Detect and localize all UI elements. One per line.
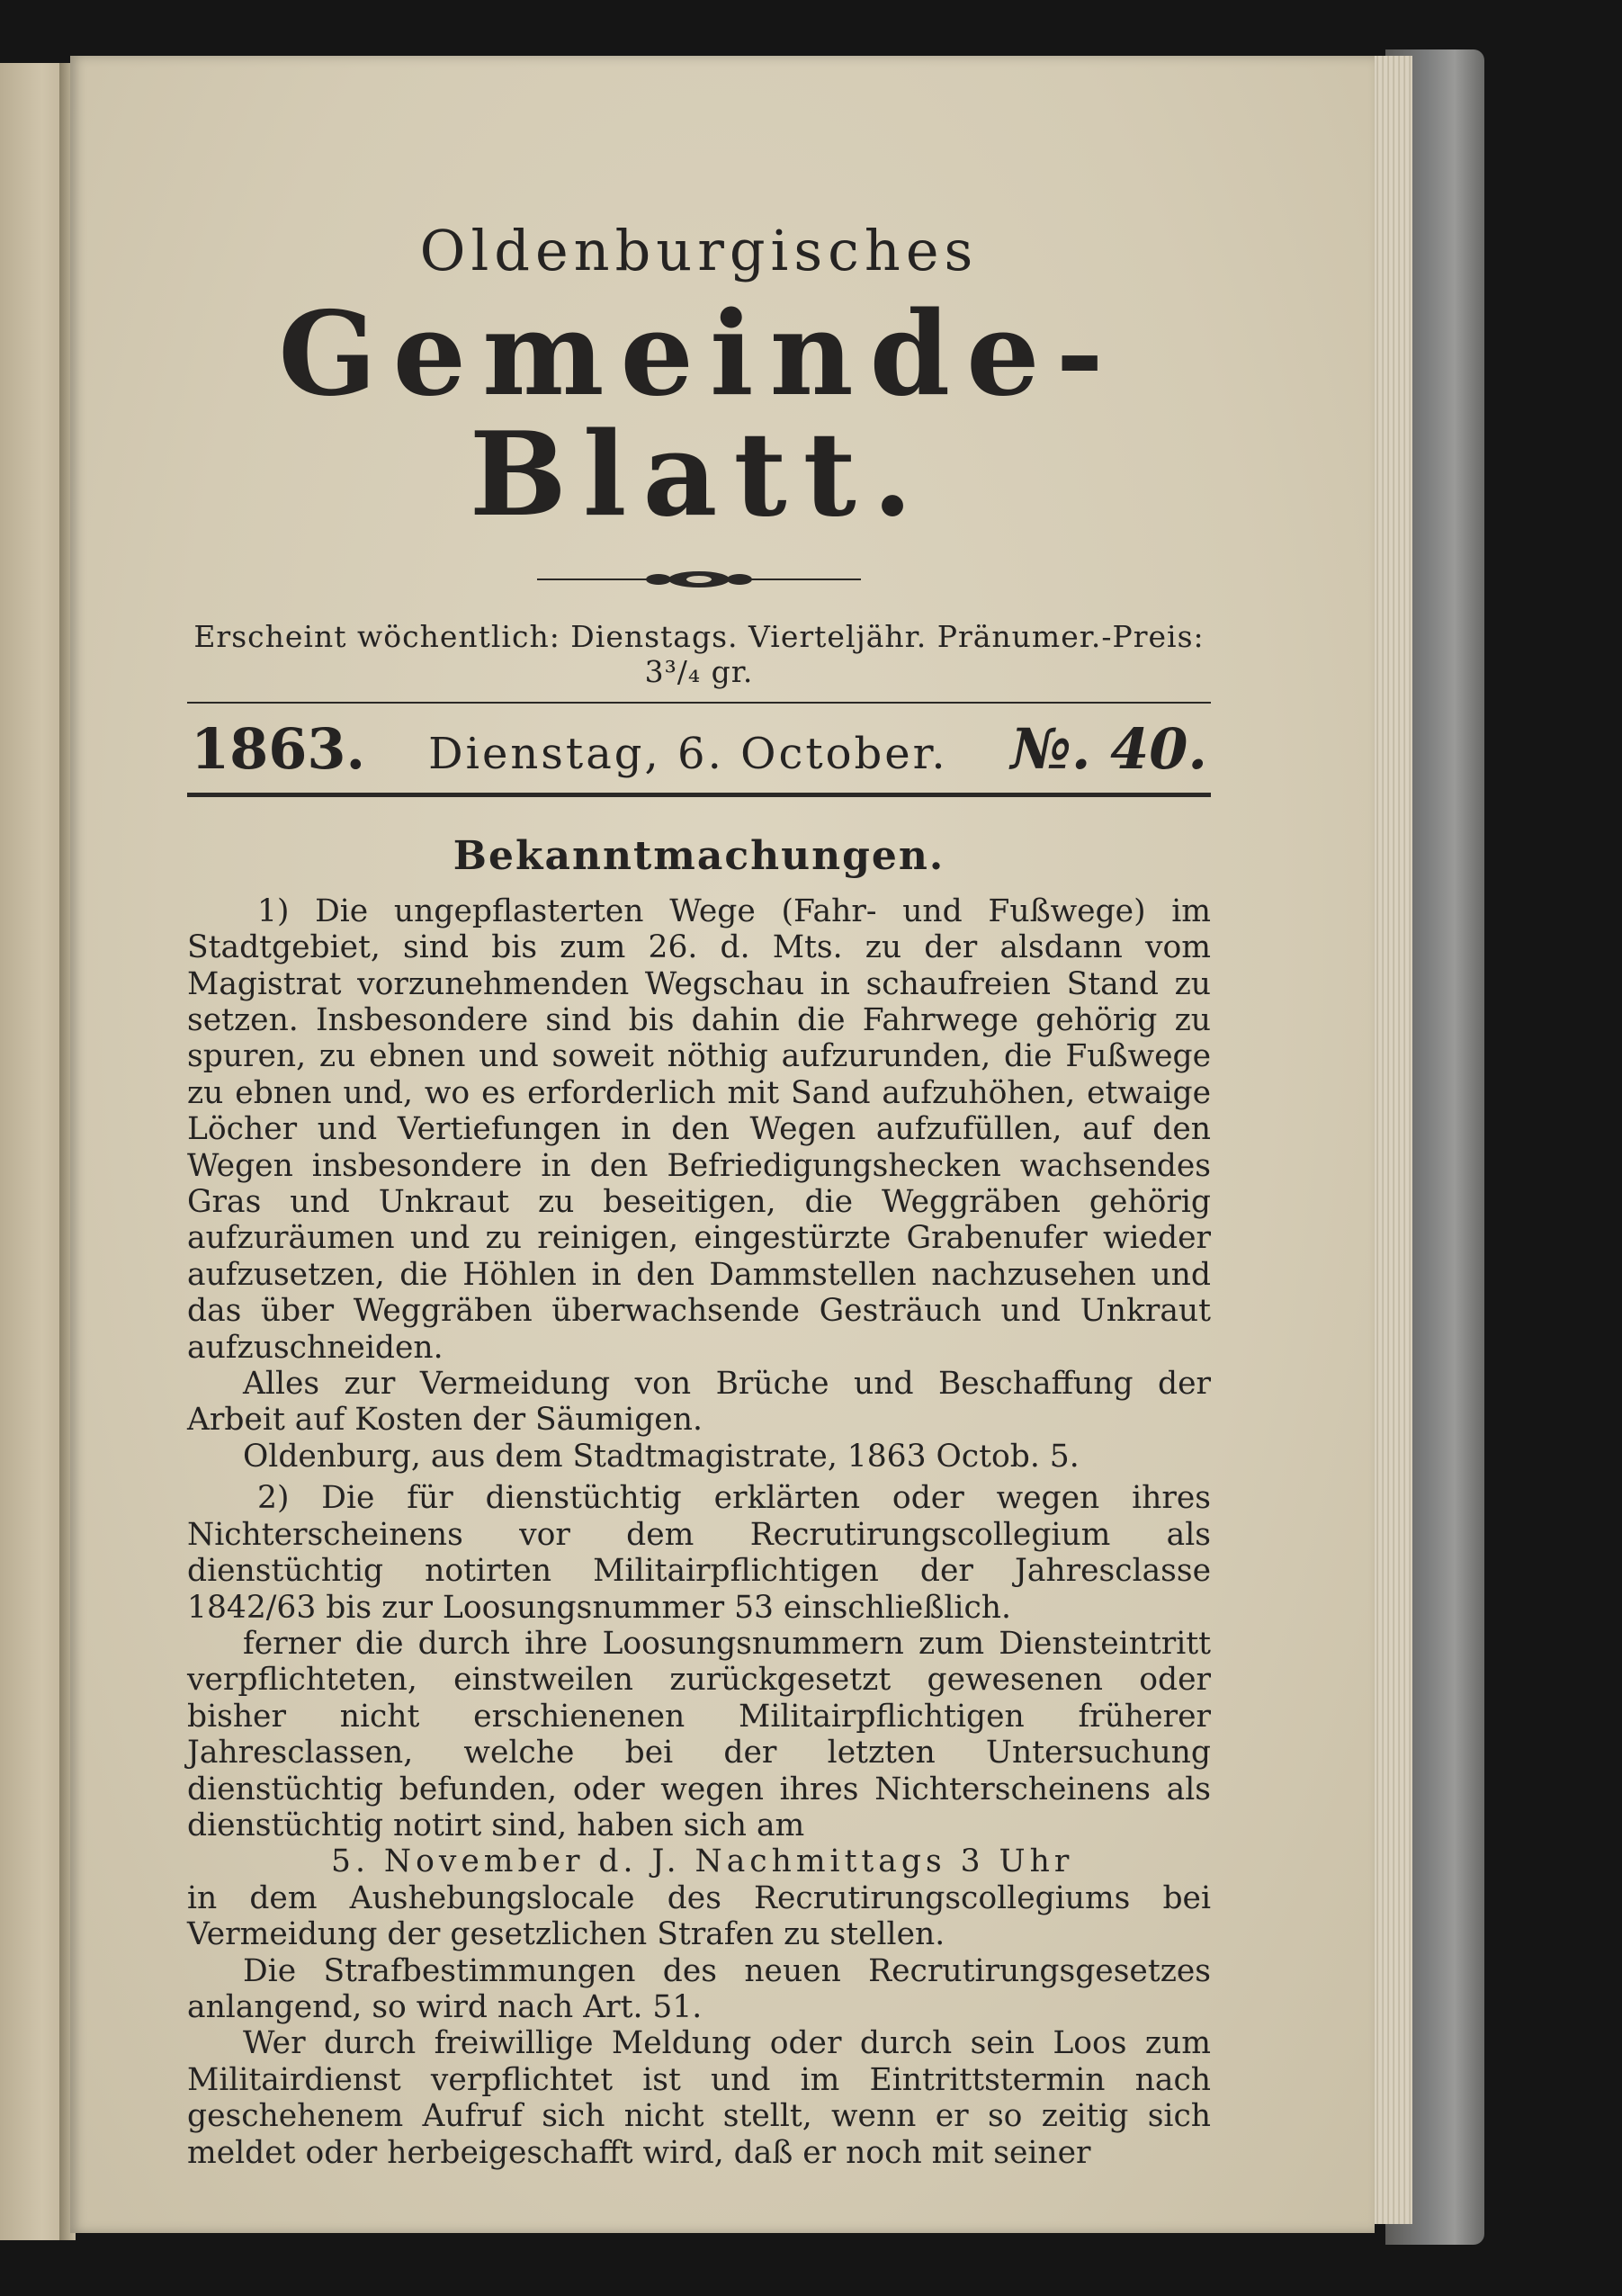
page-content	[187, 155, 1211, 2171]
ornament-divider-icon	[537, 567, 861, 592]
issue-line	[187, 716, 1211, 782]
paragraph-4: 2) Die für dienstüchtig erklärten oder wegen ihres Nichterscheinens vor dem Recrutirungscollegium als dienstüchtig notirten Militairpflichtigen der Jahresclasse 1842/63 bis zur Loosungsnummer 53 einschließlich.	[187, 1480, 1211, 1626]
masthead-supertitle: Oldenburgisches	[419, 218, 979, 283]
issue-year: 1863.	[191, 715, 366, 782]
rule-thick	[187, 793, 1211, 797]
issue-number: №. 40.	[1010, 715, 1207, 782]
paragraph-6: 5. November d. J. Nachmittags 3 Uhr	[331, 1843, 1074, 1880]
paragraph-7: in dem Aushebungslocale des Recrutirungscollegiums bei Vermeidung der gesetzlichen Strafen zu stellen.	[187, 1879, 1211, 1953]
paragraph-1: 1) Die ungepflasterten Wege (Fahr- und Fußwege) im Stadtgebiet, sind bis zum 26. d. Mts. zu der alsdann vom Magistrat vorzunehmenden Wegschau in schaufreien Stand zu setzen. Insbesondere sind bis dahin die Fahrwege gehörig zu spuren, zu ebnen und soweit nöthig aufzurunden, die Fußwege zu ebnen und, wo es erforderlich mit Sand aufzuhöhen, etwaige Löcher und Vertiefungen in den Wegen aufzufüllen, auf den Wegen insbesondere in den Befriedigungshecken wachsendes Gras und Unkraut zu beseitigen, die Weggräben gehörig aufzuräumen und zu reinigen, eingestürzte Grabenufer wieder aufzusetzen, die Höhlen in den Dammstellen nachzusehen und das über Weggräben überwachsende Gesträuch und Unkraut aufzuschneiden.	[187, 892, 1211, 1366]
masthead-title: Gemeinde-Blatt.	[278, 287, 1120, 543]
article-body	[187, 893, 1211, 2171]
paragraph-2: Alles zur Vermeidung von Brüche und Beschaffung der Arbeit auf Kosten der Säumigen.	[187, 1366, 1211, 1439]
paragraph-5: ferner die durch ihre Loosungsnummern zum Diensteintritt verpflichteten, einstweilen zurückgesetzt gewesenen oder bisher nicht erschienenen Militairpflichtigen früherer Jahresclassen, welche bei der letzten Untersuchung dienstüchtig befunden, oder wegen ihres Nichterscheinens als dienstüchtig notirt sind, haben sich am	[187, 1625, 1211, 1843]
paragraph-9: Wer durch freiwillige Meldung oder durch sein Loos zum Militairdienst verpflichtet ist und im Eintrittstermin nach geschehenem Aufruf sich nicht stellt, wenn er so zeitig sich meldet oder herbeigeschafft wird, daß er noch mit seiner	[187, 2025, 1211, 2171]
newspaper-page	[70, 56, 1375, 2233]
masthead-subline: Erscheint wöchentlich: Dienstags. Vierteljähr. Pränumer.-Preis: 3³/₄ gr.	[193, 618, 1205, 689]
issue-date: Dienstag, 6. October.	[428, 728, 948, 779]
section-heading: Bekanntmachungen.	[453, 832, 945, 879]
rule-thin	[187, 702, 1211, 704]
paragraph-8: Die Strafbestimmungen des neuen Recrutirungsgesetzes anlangend, so wird nach Art. 51.	[187, 1952, 1211, 2025]
paragraph-3: Oldenburg, aus dem Stadtmagistrate, 1863 Octob. 5.	[243, 1438, 1080, 1475]
